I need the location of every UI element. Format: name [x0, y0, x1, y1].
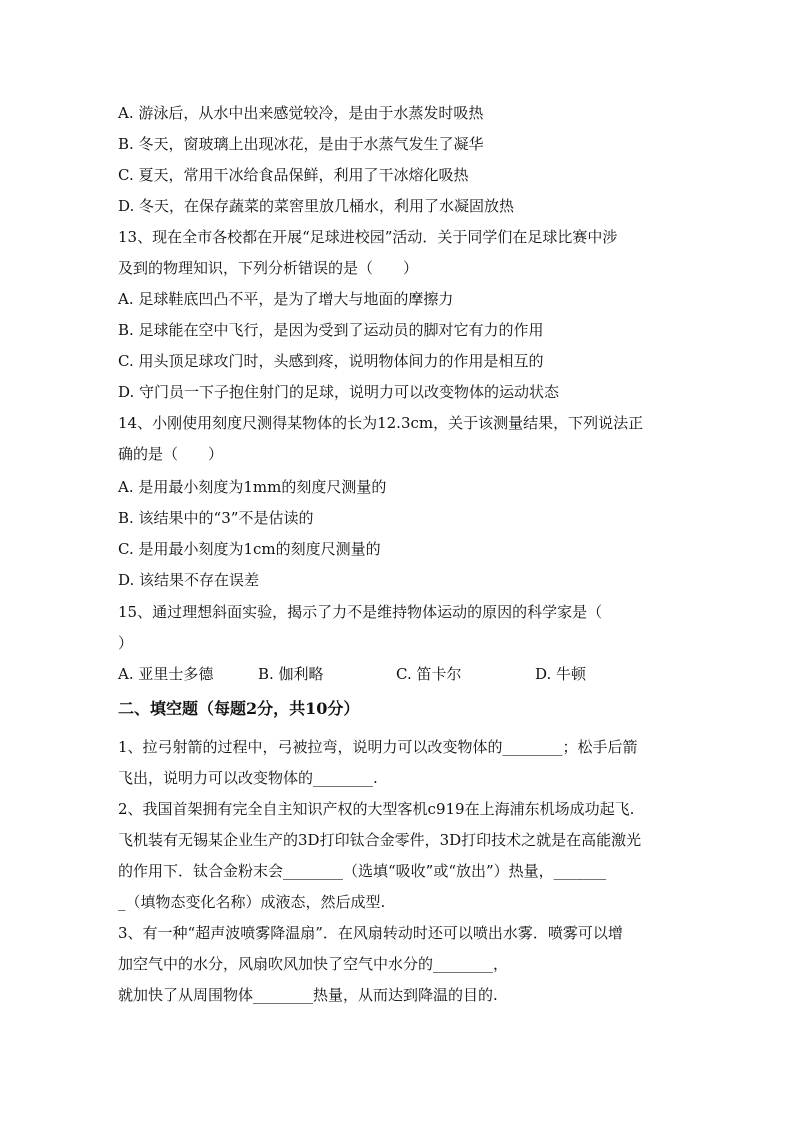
q13-stem-line-2: 及到的物理知识，下列分析错误的是（ ）	[118, 259, 419, 277]
q14-option-a: A. 是用最小刻度为1mm的刻度尺测量的	[118, 478, 387, 496]
q15-stem-line-1: 15、通过理想斜面实验，揭示了力不是维持物体运动的原因的科学家是（	[118, 603, 603, 621]
q15-stem-line-2: ）	[118, 634, 134, 652]
fill-q3-line-1: 3、有一种“超声波喷雾降温扇”．在风扇转动时还可以喷出水雾．喷雾可以增	[118, 924, 623, 942]
fill-q2-line-1: 2、我国首架拥有完全自主知识产权的大型客机c919在上海浦东机场成功起飞.	[118, 800, 635, 818]
q15-option-d: D. 牛顿	[535, 665, 587, 683]
section-heading: 二、填空题（每题2分，共10分）	[118, 699, 360, 718]
fill-q2-line-3: 的作用下．钛合金粉末会________（选填“吸收”或“放出”）热量，_______	[118, 862, 607, 880]
q13-option-c: C. 用头顶足球攻门时，头感到疼，说明物体间力的作用是相互的	[118, 352, 544, 370]
fill-q3-line-2: 加空气中的水分，风扇吹风加快了空气中水分的________，	[118, 955, 509, 973]
q14-stem-line-2: 确的是（ ）	[118, 445, 224, 463]
fill-q2-line-2: 飞机装有无锡某企业生产的3D打印钛合金零件，3D打印技术之就是在高能激光	[118, 831, 642, 849]
q15-option-c: C. 笛卡尔	[396, 665, 462, 683]
q15-option-a: A. 亚里士多德	[118, 665, 214, 683]
fill-q3-line-3: 就加快了从周围物体________热量，从而达到降温的目的.	[118, 986, 498, 1004]
q12-option-c: C. 夏天，常用干冰给食品保鲜，利用了干冰熔化吸热	[118, 166, 469, 184]
q12-option-d: D. 冬天，在保存蔬菜的菜窖里放几桶水，利用了水凝固放热	[118, 197, 515, 215]
fill-q1-line-1: 1、拉弓射箭的过程中，弓被拉弯，说明力可以改变物体的________；松手后箭	[118, 738, 638, 756]
q12-option-b: B. 冬天，窗玻璃上出现冰花，是由于水蒸气发生了凝华	[118, 135, 484, 153]
q14-option-d: D. 该结果不存在误差	[118, 571, 260, 589]
q15-option-b: B. 伽利略	[258, 665, 324, 683]
fill-q2-line-4: _（填物态变化名称）成液态，然后成型.	[118, 893, 386, 911]
q13-stem-line-1: 13、现在全市各校都在开展“足球进校园”活动．关于同学们在足球比赛中涉	[118, 228, 618, 246]
q14-stem-line-1: 14、小刚使用刻度尺测得某物体的长为12.3cm，关于该测量结果，下列说法正	[118, 414, 644, 432]
q13-option-b: B. 足球能在空中飞行，是因为受到了运动员的脚对它有力的作用	[118, 321, 544, 339]
q14-option-c: C. 是用最小刻度为1cm的刻度尺测量的	[118, 540, 381, 558]
q13-option-a: A. 足球鞋底凹凸不平，是为了增大与地面的摩擦力	[118, 290, 454, 308]
q12-option-a: A. 游泳后，从水中出来感觉较冷，是由于水蒸发时吸热	[118, 104, 484, 122]
fill-q1-line-2: 飞出，说明力可以改变物体的________.	[118, 769, 378, 787]
q13-option-d: D. 守门员一下子抱住射门的足球，说明力可以改变物体的运动状态	[118, 383, 560, 401]
q14-option-b: B. 该结果中的“3”不是估读的	[118, 509, 314, 527]
